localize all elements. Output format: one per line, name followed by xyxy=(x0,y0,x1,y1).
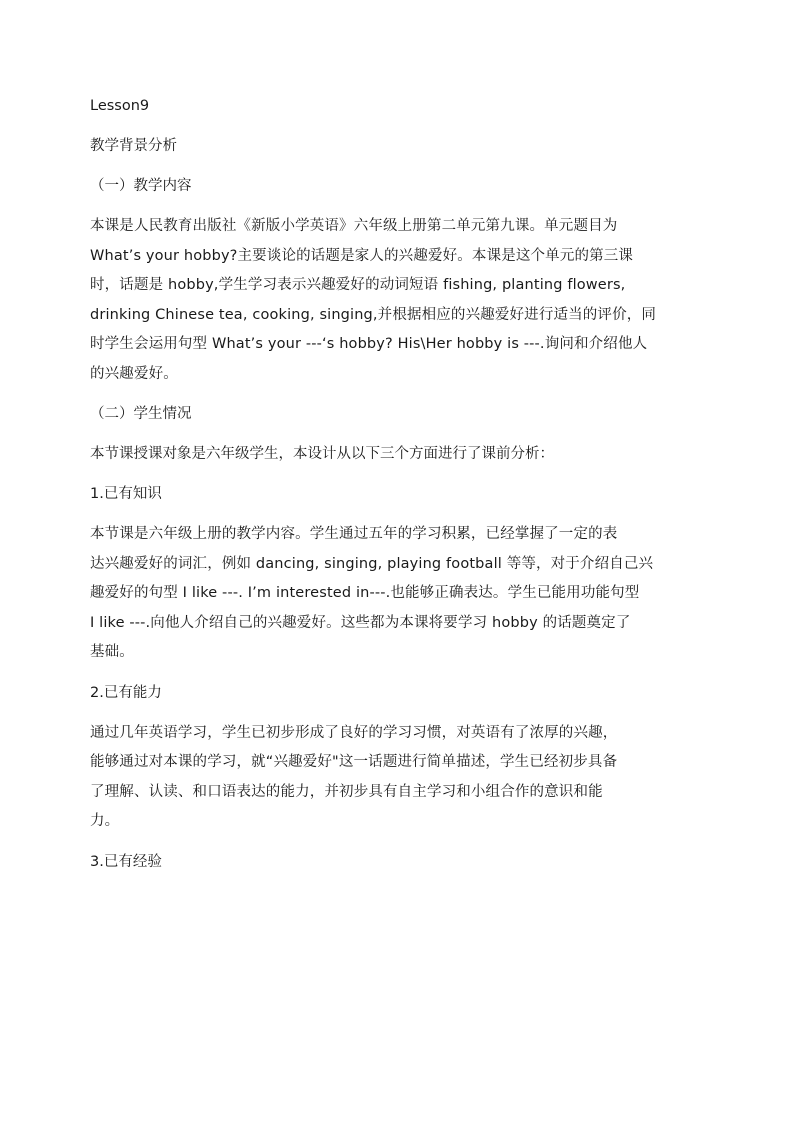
paragraph-line: 基础。 xyxy=(90,644,134,660)
item-heading-ability: 2.已有能力 xyxy=(90,684,162,701)
paragraph-line: 本节课是六年级上册的教学内容。学生通过五年的学习积累，已经掌握了一定的表 xyxy=(90,526,618,542)
paragraph-line: 了理解、认读、和口语表达的能力，并初步具有自主学习和小组合作的意识和能 xyxy=(90,783,603,800)
paragraph-line: What’s your hobby?主要谈论的话题是家人的兴趣爱好。本课是这个单元的第三课 xyxy=(90,247,634,264)
paragraph-line: 趣爱好的句型 I like ---. I’m interested in---.也能够正确表达。学生已能用功能句型 xyxy=(90,585,640,601)
paragraph-line: 通过几年英语学习，学生已初步形成了良好的学习习惯，对英语有了浓厚的兴趣， xyxy=(90,724,618,741)
paragraph-students-intro: 本节课授课对象是六年级学生，本设计从以下三个方面进行了课前分析： xyxy=(90,446,554,462)
item-heading-knowledge: 1.已有知识 xyxy=(90,486,162,502)
paragraph-ability xyxy=(90,719,700,837)
paragraph-line: 能够通过对本课的学习，就“兴趣爱好"这一话题进行简单描述，学生已经初步具备 xyxy=(90,754,618,770)
paragraph-line: 时，话题是 hobby,学生学习表示兴趣爱好的动词短语 fishing, planting flowers, xyxy=(90,277,626,293)
item-heading-experience: 3.已有经验 xyxy=(90,853,162,870)
subsection-heading-content: （一）教学内容 xyxy=(90,178,192,194)
paragraph-line: I like ---.向他人介绍自己的兴趣爱好。这些都为本课将要学习 hobby 的话题奠定了 xyxy=(90,614,631,631)
paragraph-content xyxy=(90,212,700,389)
paragraph-line: drinking Chinese tea, cooking, singing,并根据相应的兴趣爱好进行适当的评价，同 xyxy=(90,306,657,323)
paragraph-line: 达兴趣爱好的词汇，例如 dancing, singing, playing football 等等，对于介绍自己兴 xyxy=(90,555,654,572)
document-page xyxy=(90,92,700,888)
paragraph-line: 时学生会运用句型 What’s your ---‘s hobby? His\Her hobby is ---.询问和介绍他人 xyxy=(90,336,648,352)
paragraph-line: 力。 xyxy=(90,813,120,829)
subsection-heading-students: （二）学生情况 xyxy=(90,406,192,422)
paragraph-line: 的兴趣爱好。 xyxy=(90,365,178,382)
document-title: Lesson9 xyxy=(90,98,150,114)
section-heading: 教学背景分析 xyxy=(90,138,177,154)
paragraph-knowledge xyxy=(90,520,700,668)
paragraph-line: 本课是人民教育出版社《新版小学英语》六年级上册第二单元第九课。单元题目为 xyxy=(90,218,618,234)
